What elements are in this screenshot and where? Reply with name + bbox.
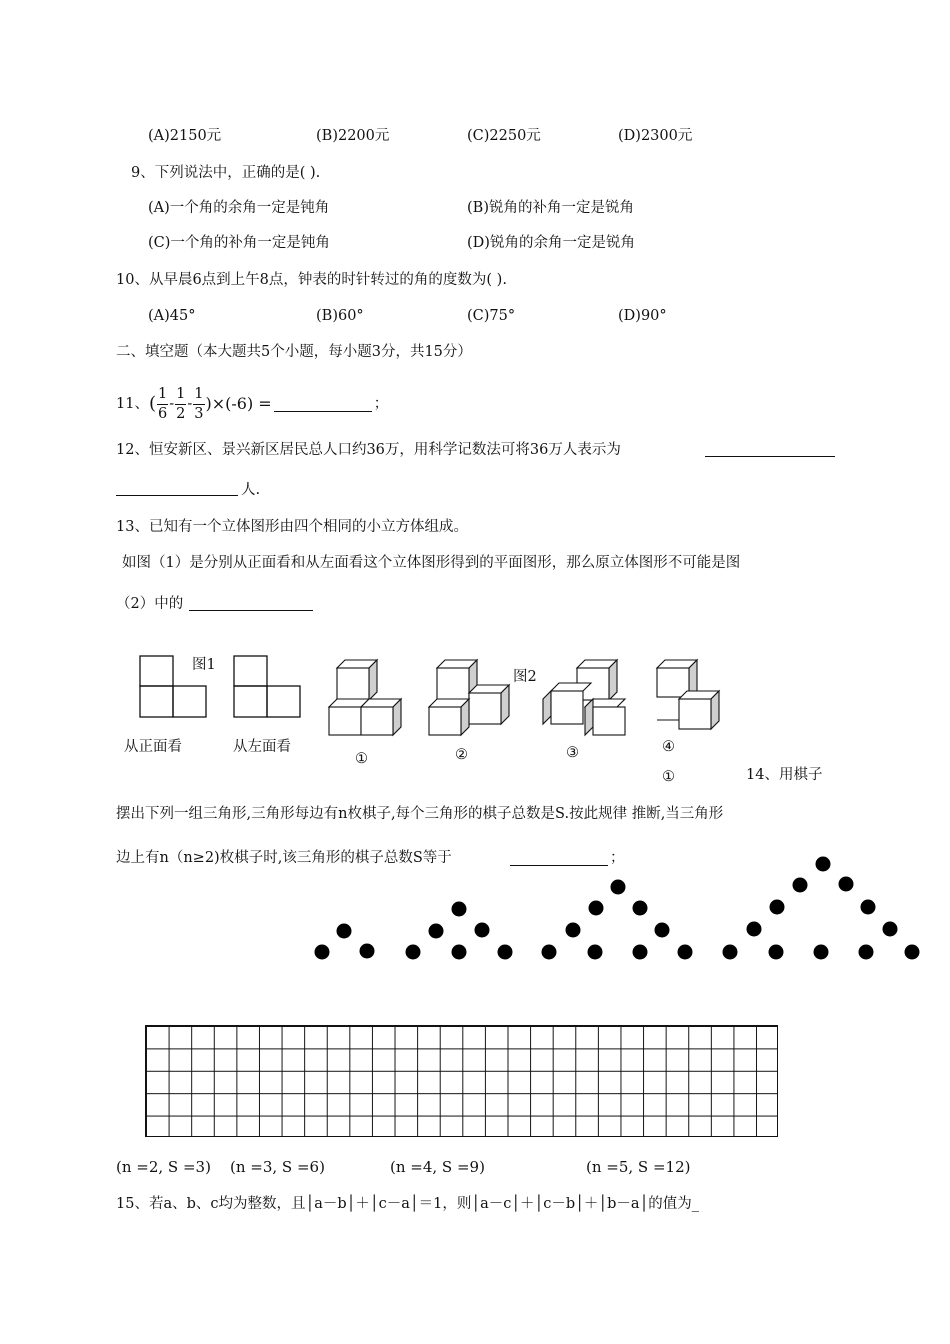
dot (655, 923, 670, 938)
dot-triangles (315, 857, 920, 960)
choice-extra-mark: ① (662, 769, 675, 785)
q11-label: 11、 (116, 395, 149, 412)
q10-stem: 10、从早晨6点到上午8点，钟表的时针转过的角的度数为( ). (116, 272, 507, 288)
q10-option-d: (D)90° (618, 308, 667, 324)
dot (861, 900, 876, 915)
dot (770, 900, 785, 915)
dot (793, 878, 808, 893)
dot (566, 923, 581, 938)
choice-4: ④ (662, 739, 675, 755)
q11-fraction-1: $\frac{1}{6}$ (157, 386, 168, 422)
caption-n2: (n =2, S =3) (116, 1158, 211, 1176)
dot (883, 922, 898, 937)
cube-figure-2 (429, 660, 509, 735)
q9-option-c: (C)一个角的补角一定是钝角 (148, 235, 330, 251)
q13-line2: 如图（1）是分别从正面看和从左面看这个立体图形得到的平面图形，那么原立体图形不可能是图 (122, 555, 741, 571)
caption-n5: (n =5, S =12) (586, 1158, 691, 1176)
choice-1: ① (355, 751, 368, 767)
front-view-label: 从正面看 (124, 739, 182, 755)
q12-line2-end: 人. (241, 482, 261, 498)
dot (905, 945, 920, 960)
dot (747, 922, 762, 937)
dot (589, 901, 604, 916)
dot (678, 945, 693, 960)
dot (452, 945, 467, 960)
dot (315, 945, 330, 960)
cube-figure-3 (543, 660, 625, 735)
caption-n4: (n =4, S =9) (390, 1158, 485, 1176)
q9-option-d: (D)锐角的余角一定是锐角 (467, 235, 635, 251)
cube-figure-1 (329, 660, 401, 735)
choice-3: ③ (566, 745, 579, 761)
q11-tail: )×(-6) = (205, 394, 272, 413)
dot (498, 945, 513, 960)
q14-line3-end: ； (610, 850, 625, 866)
dot (452, 902, 467, 917)
q10-option-b: (B)60° (316, 308, 364, 324)
dot (588, 945, 603, 960)
q14-stem-start: 14、用棋子 (746, 767, 823, 783)
q9-option-b: (B)锐角的补角一定是锐角 (467, 200, 634, 216)
q12-stem: 12、恒安新区、景兴新区居民总人口约36万，用科学记数法可将36万人表示为 (116, 442, 621, 458)
q14-line3: 边上有n（n≥2)枚棋子时,该三角形的棋子总数S等于 (116, 850, 452, 866)
q11-minus-2: - (187, 395, 193, 412)
dot (406, 945, 421, 960)
q11-fraction-3: $\frac{1}{3}$ (194, 386, 204, 422)
caption-n3: (n =3, S =6) (230, 1158, 325, 1176)
dot (633, 901, 648, 916)
q13-stem: 13、已知有一个立体图形由四个相同的小立方体组成。 (116, 519, 468, 535)
dot (859, 945, 874, 960)
q15-stem: 15、若a、b、c均为整数，且│a－b│＋│c－a│＝1，则│a－c│＋│c－b│＋│b－a│的值为_ (116, 1196, 700, 1212)
dot (723, 945, 738, 960)
q11-fraction-2: $\frac{1}{2}$ (176, 386, 186, 422)
q10-option-a: (A)45° (148, 308, 196, 324)
dot (769, 945, 784, 960)
cube-figure-4 (657, 660, 719, 729)
q9-stem: 9、下列说法中，正确的是( ). (131, 165, 321, 181)
q8-option-b: (B)2200元 (316, 128, 390, 144)
q9-option-a: (A)一个角的余角一定是钝角 (148, 200, 330, 216)
answer-grid (145, 1025, 778, 1137)
choice-2: ② (455, 747, 468, 763)
dot (814, 945, 829, 960)
dot (360, 944, 375, 959)
dot (429, 924, 444, 939)
q14-line2: 摆出下列一组三角形,三角形每边有n枚棋子,每个三角形的棋子总数是S.按此规律 推断,当三角形 (116, 806, 724, 822)
figure-1-label: 图1 (192, 657, 216, 673)
dot (337, 924, 352, 939)
dot (475, 923, 490, 938)
q8-option-d: (D)2300元 (618, 128, 693, 144)
q10-option-c: (C)75° (467, 308, 516, 324)
dot (816, 857, 831, 872)
dot (633, 945, 648, 960)
q13-line3: （2）中的 (116, 596, 184, 612)
figure-2-label: 图2 (513, 669, 537, 685)
q8-option-a: (A)2150元 (148, 128, 222, 144)
dot (839, 877, 854, 892)
q11-end: ； (373, 395, 389, 412)
q11-minus-1: - (169, 395, 175, 412)
q11-open-paren: ( (148, 393, 156, 414)
q8-option-c: (C)2250元 (467, 128, 541, 144)
section-2-title: 二、填空题（本大题共5个小题，每小题3分，共15分） (116, 344, 472, 360)
dot (611, 880, 626, 895)
left-view-label: 从左面看 (233, 739, 291, 755)
q14-answer-blank[interactable] (510, 865, 608, 866)
dot (542, 945, 557, 960)
left-view-shape (234, 656, 300, 717)
